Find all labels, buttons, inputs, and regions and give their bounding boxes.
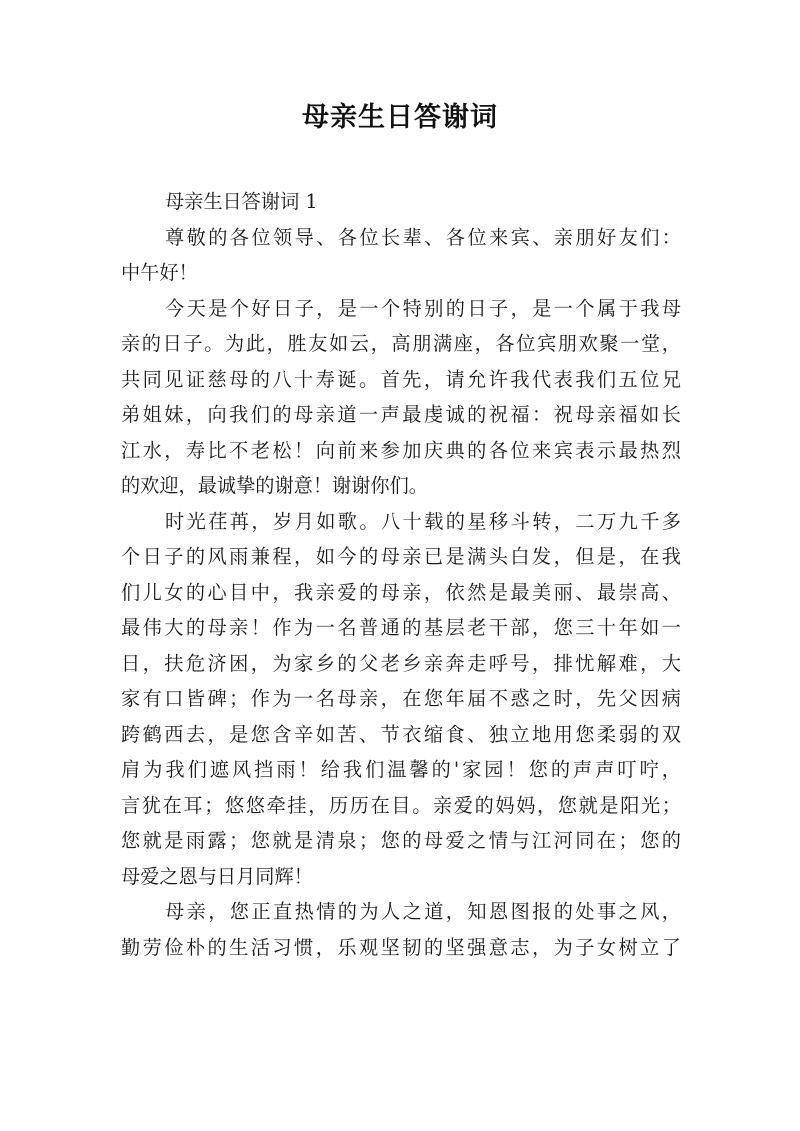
text-line: 的欢迎，最诚挚的谢意！谢谢你们。 [121, 474, 428, 497]
text-line: 家有口皆碑；作为一名母亲，在您年届不惑之时，先父因病 [121, 687, 681, 710]
text-line: 日，扶危济困，为家乡的父老乡亲奔走呼号，排忧解难，大 [121, 651, 681, 675]
document-title: 母亲生日答谢词 [302, 102, 498, 133]
text-line: 最伟大的母亲！作为一名普通的基层老干部，您三十年如一 [121, 616, 681, 639]
text-line: 您就是雨露；您就是清泉；您的母爱之情与江河同在；您的 [121, 829, 681, 852]
text-line: 母亲生日答谢词 1 [165, 190, 318, 213]
text-line: 共同见证慈母的八十寿诞。首先，请允许我代表我们五位兄 [121, 367, 681, 391]
text-line: 们儿女的心目中，我亲爱的母亲，依然是最美丽、最崇高、 [121, 580, 681, 604]
text-line: 尊敬的各位领导、各位长辈、各位来宾、亲朋好友们： [165, 225, 681, 249]
text-line: 中午好！ [121, 261, 198, 284]
text-line: 跨鹤西去，是您含辛如苦、节衣缩食、独立地用您柔弱的双 [121, 722, 681, 746]
text-line: 母亲，您正直热情的为人之道，知恩图报的处事之风， [165, 900, 681, 923]
text-line: 勤劳俭朴的生活习惯，乐观坚韧的坚强意志，为子女树立了 [121, 935, 681, 959]
text-line: 时光荏苒，岁月如歌。八十载的星移斗转，二万九千多 [165, 509, 681, 533]
text-line: 亲的日子。为此，胜友如云，高朋满座，各位宾朋欢聚一堂， [121, 332, 681, 355]
document-body [121, 184, 681, 965]
text-line: 弟姐妹，向我们的母亲道一声最虔诚的祝福：祝母亲福如长 [121, 403, 681, 426]
text-line: 今天是个好日子，是一个特别的日子，是一个属于我母 [165, 296, 681, 320]
text-line: 江水，寿比不老松！向前来参加庆典的各位来宾表示最热烈 [121, 438, 681, 462]
text-line: 言犹在耳；悠悠牵挂，历历在目。亲爱的妈妈，您就是阳光； [121, 793, 681, 817]
text-line: 肩为我们遮风挡雨！给我们温馨的'家园！您的声声叮咛， [121, 758, 681, 781]
text-line: 个日子的风雨兼程，如今的母亲已是满头白发，但是，在我 [121, 545, 681, 568]
text-line: 母爱之恩与日月同辉！ [121, 864, 313, 888]
